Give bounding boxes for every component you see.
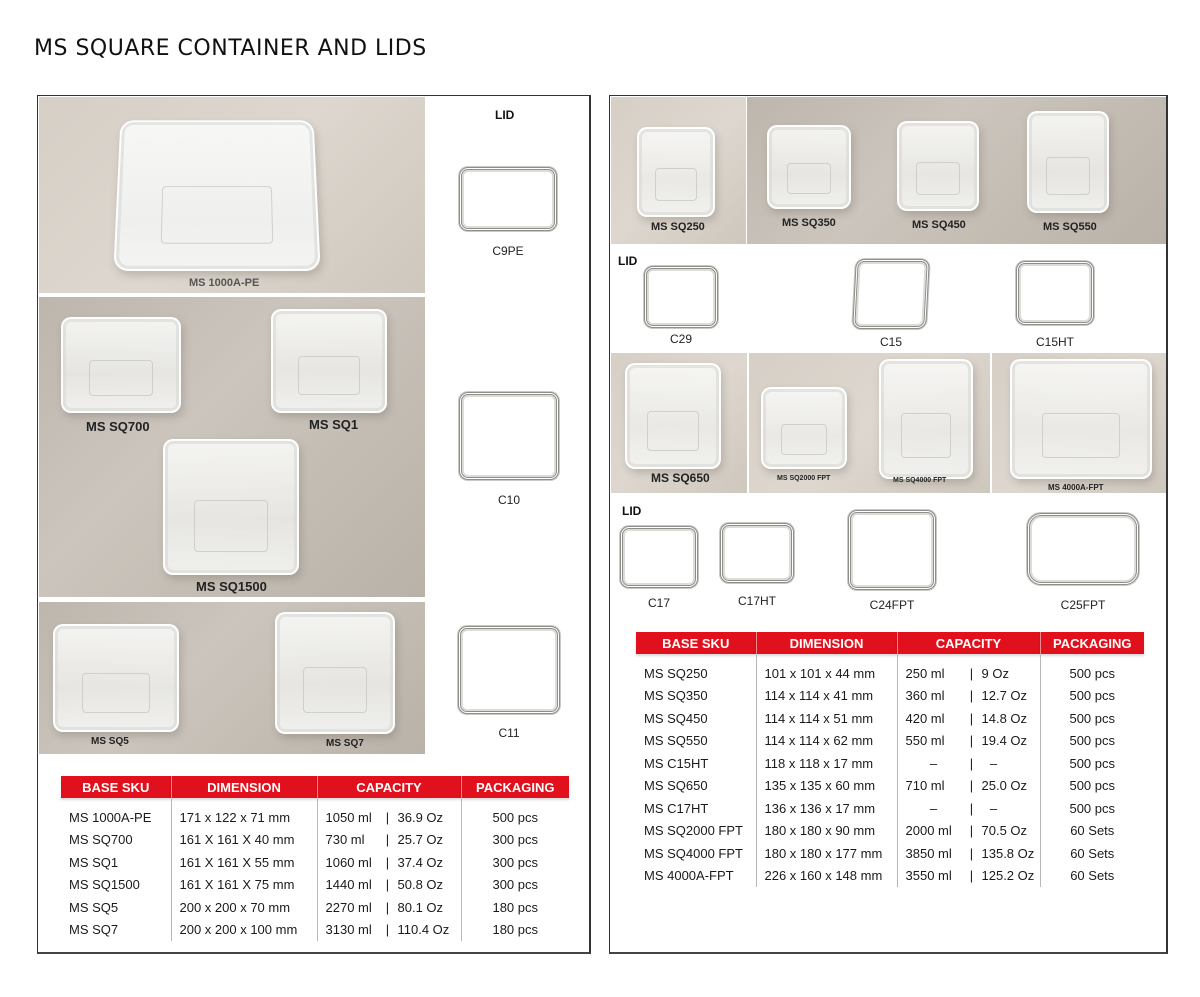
product-photo-sq2000-sq4000-fpt: [749, 353, 990, 493]
capacity-ml: –: [929, 800, 938, 816]
lid-image-c24fpt: [848, 510, 936, 590]
table-row: [61, 829, 569, 852]
container-image: [637, 127, 715, 217]
cell-sku: MS SQ650: [636, 775, 756, 798]
cell-dimension: 135 x 135 x 60 mm: [756, 775, 897, 798]
spacer-row: [61, 798, 569, 806]
cell-packaging: 500 pcs: [492, 809, 539, 825]
container-image: [271, 309, 387, 413]
product-photo-ms-sq250: [611, 97, 746, 244]
table-header-row: [61, 776, 569, 798]
lid-image-c17: [620, 526, 698, 588]
table-row: [636, 707, 1144, 730]
capacity-oz: 135.8 Oz: [981, 845, 1035, 861]
lid-heading: LID: [622, 504, 642, 518]
cell-dimension: 161 X 161 X 40 mm: [171, 829, 317, 852]
column-header-dimension: DIMENSION: [756, 632, 897, 654]
cell-sku: MS SQ1: [61, 851, 171, 874]
lid-heading: LID: [618, 254, 638, 268]
lid-label: C17: [647, 596, 670, 610]
capacity-oz: –: [989, 800, 998, 816]
cell-packaging: 300 pcs: [492, 877, 539, 893]
column-header-packaging: PACKAGING: [1040, 632, 1144, 654]
cell-capacity: 3850 ml | 135.8 Oz: [897, 842, 1040, 865]
capacity-oz: 80.1 Oz: [397, 899, 444, 915]
capacity-oz: 25.7 Oz: [397, 832, 444, 848]
left-catalog-panel: [37, 95, 591, 954]
container-image: [275, 612, 395, 734]
cell-sku: MS SQ550: [636, 730, 756, 753]
capacity-ml: 550 ml: [905, 733, 945, 749]
container-image: [761, 387, 847, 469]
capacity-oz: 70.5 Oz: [981, 823, 1028, 839]
capacity-oz: 36.9 Oz: [397, 809, 444, 825]
capacity-ml: 3130 ml: [325, 922, 372, 938]
capacity-ml: 3550 ml: [905, 868, 952, 884]
cell-packaging: 180 pcs: [492, 899, 539, 915]
capacity-ml: 360 ml: [905, 688, 945, 704]
lid-image-c9pe: [459, 167, 557, 231]
table-row: [636, 752, 1144, 775]
capacity-oz: 25.0 Oz: [981, 778, 1028, 794]
container-image: [113, 120, 320, 271]
cell-capacity: 2000 ml | 70.5 Oz: [897, 820, 1040, 843]
cell-sku: MS SQ4000 FPT: [636, 842, 756, 865]
cell-dimension: 114 x 114 x 62 mm: [756, 730, 897, 753]
lid-label: C9PE: [492, 244, 524, 258]
capacity-ml: 1050 ml: [325, 809, 372, 825]
capacity-oz: 14.8 Oz: [981, 710, 1028, 726]
capacity-oz: 9 Oz: [981, 665, 1009, 681]
cell-dimension: 180 x 180 x 177 mm: [756, 842, 897, 865]
photo-label: MS 1000A-PE: [189, 277, 260, 289]
photo-label: MS SQ1: [309, 417, 359, 432]
table-row: [636, 820, 1144, 843]
cell-packaging: 500 pcs: [1069, 733, 1116, 749]
photo-label: MS SQ650: [651, 471, 710, 485]
lid-label: C17HT: [737, 594, 776, 608]
cell-dimension: 161 X 161 X 55 mm: [171, 851, 317, 874]
capacity-oz: 37.4 Oz: [397, 854, 444, 870]
capacity-ml: 250 ml: [905, 665, 945, 681]
capacity-ml: 1060 ml: [325, 854, 372, 870]
table-row: [636, 797, 1144, 820]
lid-label: C11: [498, 726, 520, 740]
product-photo-ms-sq650: [611, 353, 747, 493]
cell-capacity: 730 ml | 25.7 Oz: [317, 829, 461, 852]
capacity-ml: 2000 ml: [905, 823, 952, 839]
cell-capacity: 420 ml | 14.8 Oz: [897, 707, 1040, 730]
table-row: [636, 775, 1144, 798]
table-row: [636, 662, 1144, 685]
column-header-base-sku: BASE SKU: [636, 632, 756, 654]
cell-sku: MS C15HT: [636, 752, 756, 775]
capacity-ml: 420 ml: [905, 710, 945, 726]
cell-sku: MS C17HT: [636, 797, 756, 820]
cell-capacity: 360 ml | 12.7 Oz: [897, 685, 1040, 708]
cell-packaging: 500 pcs: [1069, 755, 1116, 771]
cell-sku: MS SQ350: [636, 685, 756, 708]
cell-dimension: 161 X 161 X 75 mm: [171, 874, 317, 897]
cell-capacity: 3130 ml | 110.4 Oz: [317, 919, 461, 942]
lid-label: C15: [879, 335, 902, 349]
container-image: [879, 359, 973, 479]
cell-dimension: 101 x 101 x 44 mm: [756, 662, 897, 685]
column-header-base-sku: BASE SKU: [61, 776, 171, 798]
lid-image-c10: [459, 392, 559, 480]
cell-packaging: 60 Sets: [1070, 823, 1115, 839]
cell-capacity: 1060 ml | 37.4 Oz: [317, 851, 461, 874]
photo-label: MS SQ700: [86, 419, 150, 434]
container-image: [1027, 111, 1109, 213]
photo-label: MS SQ1500: [196, 579, 267, 594]
lid-image-c29: [644, 266, 718, 328]
cell-packaging: 500 pcs: [1069, 800, 1116, 816]
container-image: [625, 363, 721, 469]
product-photo-sq700-sq1-sq1500: [39, 297, 425, 597]
product-photo-ms-1000a-pe: [39, 97, 425, 293]
cell-packaging: 60 Sets: [1070, 845, 1115, 861]
container-image: [1010, 359, 1152, 479]
lid-image-c25fpt: [1027, 513, 1139, 585]
capacity-oz: 125.2 Oz: [981, 868, 1035, 884]
table-row: [636, 842, 1144, 865]
photo-label: MS SQ7: [326, 738, 364, 749]
lid-label: C29: [669, 332, 692, 346]
photo-label: MS SQ350: [782, 217, 836, 229]
lid-label: C24FPT: [869, 598, 915, 612]
cell-packaging: 500 pcs: [1069, 778, 1116, 794]
cell-packaging: 300 pcs: [492, 854, 539, 870]
table-row: [636, 730, 1144, 753]
cell-packaging: 180 pcs: [492, 922, 539, 938]
cell-capacity: 1050 ml | 36.9 Oz: [317, 806, 461, 829]
cell-dimension: 171 x 122 x 71 mm: [171, 806, 317, 829]
cell-dimension: 200 x 200 x 70 mm: [171, 896, 317, 919]
cell-sku: MS SQ5: [61, 896, 171, 919]
cell-capacity: – | –: [897, 752, 1040, 775]
capacity-ml: 2270 ml: [325, 899, 372, 915]
photo-label: MS SQ5: [91, 736, 129, 747]
product-photo-ms-4000a-fpt: [992, 353, 1166, 493]
column-header-capacity: CAPACITY: [897, 632, 1040, 654]
capacity-oz: 110.4 Oz: [397, 922, 450, 938]
photo-label: MS SQ250: [651, 221, 705, 233]
table-header-row: [636, 632, 1144, 654]
cell-dimension: 114 x 114 x 51 mm: [756, 707, 897, 730]
cell-sku: MS SQ250: [636, 662, 756, 685]
lid-image-c17ht: [720, 523, 794, 583]
capacity-oz: 50.8 Oz: [397, 877, 444, 893]
product-photo-sq350-sq450-sq550: [747, 97, 1166, 244]
table-row: [61, 851, 569, 874]
container-image: [53, 624, 179, 732]
table-row: [61, 919, 569, 942]
capacity-ml: 3850 ml: [905, 845, 952, 861]
cell-sku: MS SQ700: [61, 829, 171, 852]
capacity-ml: 730 ml: [325, 832, 365, 848]
cell-packaging: 500 pcs: [1069, 688, 1116, 704]
cell-packaging: 60 Sets: [1070, 868, 1115, 884]
cell-capacity: 710 ml | 25.0 Oz: [897, 775, 1040, 798]
cell-sku: MS SQ7: [61, 919, 171, 942]
container-image: [767, 125, 851, 209]
capacity-oz: –: [989, 755, 998, 771]
spacer-row: [636, 654, 1144, 662]
cell-packaging: 500 pcs: [1069, 665, 1116, 681]
photo-label: MS SQ450: [912, 219, 966, 231]
photo-label: MS SQ550: [1043, 221, 1097, 233]
cell-dimension: 114 x 114 x 41 mm: [756, 685, 897, 708]
cell-dimension: 118 x 118 x 17 mm: [756, 752, 897, 775]
cell-sku: MS 1000A-PE: [61, 806, 171, 829]
container-image: [61, 317, 181, 413]
photo-label: MS 4000A-FPT: [1048, 483, 1104, 492]
lid-label: C15HT: [1035, 335, 1074, 349]
container-image: [163, 439, 299, 575]
left-spec-table: [61, 776, 569, 941]
cell-capacity: 2270 ml | 80.1 Oz: [317, 896, 461, 919]
cell-dimension: 136 x 136 x 17 mm: [756, 797, 897, 820]
cell-dimension: 180 x 180 x 90 mm: [756, 820, 897, 843]
capacity-oz: 12.7 Oz: [981, 688, 1028, 704]
lid-heading: LID: [495, 108, 515, 122]
lid-label: C25FPT: [1060, 598, 1106, 612]
cell-capacity: 3550 ml | 125.2 Oz: [897, 865, 1040, 888]
right-catalog-panel: [609, 95, 1168, 954]
page-title: MS SQUARE CONTAINER AND LIDS: [34, 36, 427, 61]
cell-sku: MS SQ450: [636, 707, 756, 730]
column-header-packaging: PACKAGING: [461, 776, 569, 798]
cell-capacity: 550 ml | 19.4 Oz: [897, 730, 1040, 753]
lid-image-c15: [852, 259, 930, 329]
capacity-ml: 710 ml: [905, 778, 945, 794]
table-row: [61, 806, 569, 829]
capacity-ml: –: [929, 755, 938, 771]
capacity-ml: 1440 ml: [325, 877, 372, 893]
container-image: [897, 121, 979, 211]
table-row: [61, 896, 569, 919]
column-header-dimension: DIMENSION: [171, 776, 317, 798]
lid-image-c11: [458, 626, 560, 714]
cell-packaging: 300 pcs: [492, 832, 539, 848]
lid-label: C10: [497, 493, 520, 507]
column-header-capacity: CAPACITY: [317, 776, 461, 798]
cell-dimension: 226 x 160 x 148 mm: [756, 865, 897, 888]
table-row: [636, 865, 1144, 888]
capacity-oz: 19.4 Oz: [981, 733, 1028, 749]
product-photo-sq5-sq7: [39, 602, 425, 754]
cell-capacity: 250 ml | 9 Oz: [897, 662, 1040, 685]
cell-sku: MS SQ1500: [61, 874, 171, 897]
table-row: [61, 874, 569, 897]
lid-image-c15ht: [1016, 261, 1094, 325]
photo-label: MS SQ2000 FPT: [777, 475, 831, 482]
right-spec-table: [636, 632, 1144, 887]
cell-capacity: – | –: [897, 797, 1040, 820]
photo-label: MS SQ4000 FPT: [893, 477, 947, 484]
cell-dimension: 200 x 200 x 100 mm: [171, 919, 317, 942]
cell-packaging: 500 pcs: [1069, 710, 1116, 726]
cell-capacity: 1440 ml | 50.8 Oz: [317, 874, 461, 897]
table-row: [636, 685, 1144, 708]
cell-sku: MS SQ2000 FPT: [636, 820, 756, 843]
cell-sku: MS 4000A-FPT: [636, 865, 756, 888]
